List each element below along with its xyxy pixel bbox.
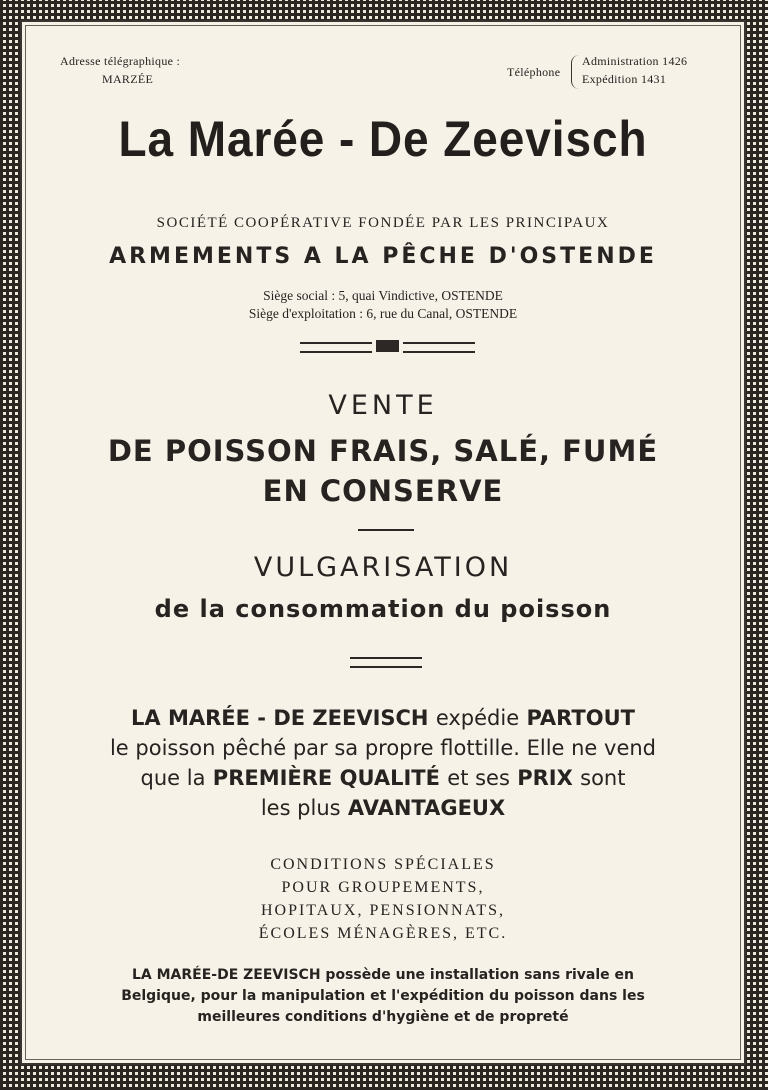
ornamental-divider <box>300 342 475 352</box>
vente-heading: VENTE <box>328 390 438 421</box>
conditions-line: ÉCOLES MÉNAGÈRES, ETC. <box>258 925 508 942</box>
societe-line: SOCIÉTÉ COOPÉRATIVE FONDÉE PAR LES PRINCIPAUX <box>156 215 610 231</box>
paragraph-line-2: le poisson pêché par sa propre flottille. Elle ne vend <box>109 736 657 760</box>
footer-line-2: Belgique, pour la manipulation et l'expédition du poisson dans les <box>121 988 645 1004</box>
expedition-number: Expédition 1431 <box>582 72 667 86</box>
vulgarisation-heading: VULGARISATION <box>253 552 513 583</box>
ad-panel <box>20 20 746 1065</box>
vente-line-1: DE POISSON FRAIS, SALÉ, FUMÉ <box>107 434 659 468</box>
vulgarisation-line: de la consommation du poisson <box>154 595 612 623</box>
footer-paragraph <box>22 965 744 1028</box>
telegraph-address: MARZÉE <box>102 72 154 86</box>
conditions-line: POUR GROUPEMENTS, <box>281 879 485 896</box>
telephone-label: Téléphone <box>507 65 561 79</box>
double-rule <box>350 657 422 668</box>
telephone-brace <box>571 55 582 89</box>
company-title: La Marée - De Zeevisch <box>118 111 648 167</box>
paragraph-line-1: LA MARÉE - DE ZEEVISCH expédie PARTOUT <box>131 706 635 730</box>
footer-line-3: meilleures conditions d'hygiène et de propreté <box>197 1009 569 1025</box>
short-rule <box>358 529 414 531</box>
administration-number: Administration 1426 <box>582 54 688 68</box>
footer-line-1: LA MARÉE-DE ZEEVISCH possède une installation sans rivale en <box>131 967 635 983</box>
conditions-line: CONDITIONS SPÉCIALES <box>270 856 496 873</box>
conditions-line: HOPITAUX, PENSIONNATS, <box>260 902 506 919</box>
paragraph-line-3: que la PREMIÈRE QUALITÉ et ses PRIX sont <box>140 766 626 790</box>
vente-line-2: EN CONSERVE <box>262 474 504 508</box>
armements-line: ARMEMENTS A LA PÊCHE D'OSTENDE <box>109 244 657 269</box>
telegraph-label: Adresse télégraphique : <box>60 54 181 68</box>
paragraph-line-4: les plus AVANTAGEUX <box>260 796 506 820</box>
main-paragraph <box>22 703 744 823</box>
siege-exploitation: Siège d'exploitation : 6, rue du Canal, OSTENDE <box>248 306 518 321</box>
siege-social: Siège social : 5, quai Vindictive, OSTENDE <box>263 288 503 303</box>
special-conditions <box>22 853 744 945</box>
